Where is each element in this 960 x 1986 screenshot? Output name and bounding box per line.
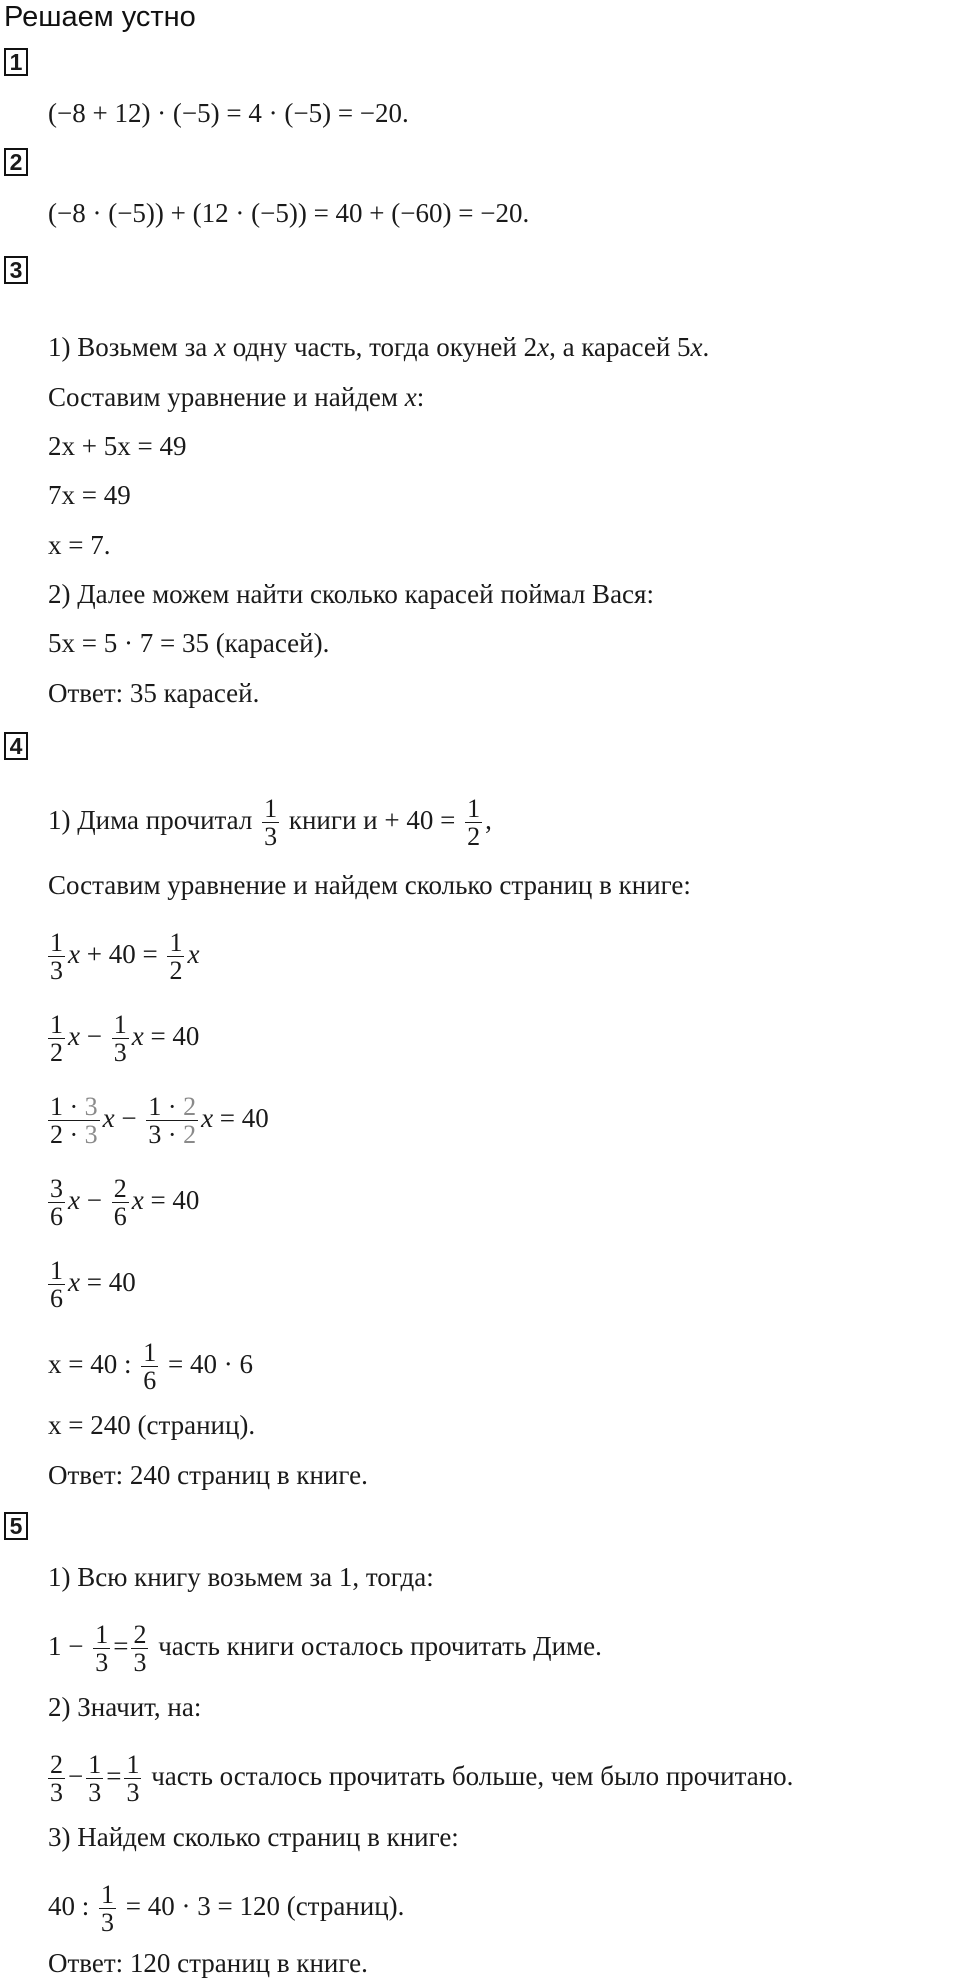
fraction: $\frac{1}{6}$ [143,1338,157,1396]
task5-line-5: 3) Найдем сколько страниц в книге: [48,1822,459,1852]
task4-line-1: 1) Дима прочитал $\frac{1}{3}$ книги и + 40 = $\frac{1}{2}$ , [48,794,492,852]
fraction: $\frac{1}{3}$ [101,1880,115,1938]
task4-eq-4: $\frac{3}{6}$ x − $\frac{2}{6}$ x = 40 [50,1174,200,1232]
fraction: $\frac{1}{3}$ [264,794,278,852]
fraction: $\frac{1}{3}$ [95,1620,109,1678]
task3-line-5: x = 7. [48,530,111,560]
fraction: $\frac{1 \cdot 2}{3 \cdot 2}$ [148,1092,197,1150]
task4-result: x = 240 (страниц). [48,1410,256,1440]
task5-line-2: 1 − $\frac{1}{3}$ = $\frac{2}{3}$ часть книги осталось прочитать Диме. [48,1620,602,1678]
fraction: $\frac{1}{3}$ [50,928,63,986]
fraction: $\frac{1}{2}$ [50,1010,63,1068]
fraction: $\frac{2}{3}$ [133,1620,147,1678]
task-number-4: 4 [4,732,28,760]
fraction: $\frac{1}{2}$ [467,794,481,852]
fraction: $\frac{1}{3}$ [88,1750,102,1808]
task3-line-7: 5x = 5 · 7 = 35 (карасей). [48,628,330,658]
task4-answer: Ответ: 240 страниц в книге. [48,1460,368,1490]
page-title: Решаем устно [4,1,196,33]
task5-line-6: 40 : $\frac{1}{3}$ = 40 · 3 = 120 (страниц). [48,1880,405,1938]
task5-line-3: 2) Значит, на: [48,1692,202,1722]
task3-line-3: 2x + 5x = 49 [48,431,187,461]
task-number-1: 1 [4,48,28,76]
task4-eq-2: $\frac{1}{2}$ x − $\frac{1}{3}$ x = 40 [50,1010,200,1068]
fraction: $\frac{1}{3}$ [113,1010,127,1068]
task5-answer: Ответ: 120 страниц в книге. [48,1948,368,1978]
task3-line-4: 7x = 49 [48,480,131,510]
task3-line-1: 1) Возьмем за x одну часть, тогда окуней 2x, а карасей 5x. [48,332,710,362]
task1-line: (−8 + 12) · (−5) = 4 · (−5) = −20. [48,98,409,128]
task4-eq-1: $\frac{1}{3}$ x + 40 = $\frac{1}{2}$ x [50,928,200,986]
task2-line: (−8 · (−5)) + (12 · (−5)) = 40 + (−60) = −20. [48,198,530,228]
task4-eq-6: x = 40 : $\frac{1}{6}$ = 40 · 6 [48,1338,253,1396]
fraction: $\frac{1}{6}$ [50,1256,63,1314]
task3-line-2: Составим уравнение и найдем x: [48,382,425,412]
task-number-2: 2 [4,148,28,176]
task3-answer: Ответ: 35 карасей. [48,678,260,708]
fraction: $\frac{2}{6}$ [113,1174,127,1232]
task3-line-6: 2) Далее можем найти сколько карасей поймал Вася: [48,579,654,609]
task5-line-4: $\frac{2}{3}$ − $\frac{1}{3}$ = $\frac{1}{3}$ часть осталось прочитать больше, чем было прочитано. [50,1750,794,1808]
task-number-3: 3 [4,256,28,284]
task5-line-1: 1) Всю книгу возьмем за 1, тогда: [48,1562,434,1592]
fraction: $\frac{1}{2}$ [169,928,183,986]
fraction: $\frac{3}{6}$ [50,1174,63,1232]
fraction: $\frac{1 \cdot 3}{2 \cdot 3}$ [50,1092,98,1150]
task4-eq-3: $\frac{1 \cdot 3}{2 \cdot 3}$ x − $\frac{1 \cdot 2}{3 \cdot 2}$ x = 40 [50,1092,269,1150]
fraction: $\frac{2}{3}$ [50,1750,63,1808]
task-number-5: 5 [4,1512,28,1540]
task4-eq-5: $\frac{1}{6}$ x = 40 [50,1256,136,1314]
fraction: $\frac{1}{3}$ [126,1750,140,1808]
task4-line-2: Составим уравнение и найдем сколько страниц в книге: [48,870,691,900]
